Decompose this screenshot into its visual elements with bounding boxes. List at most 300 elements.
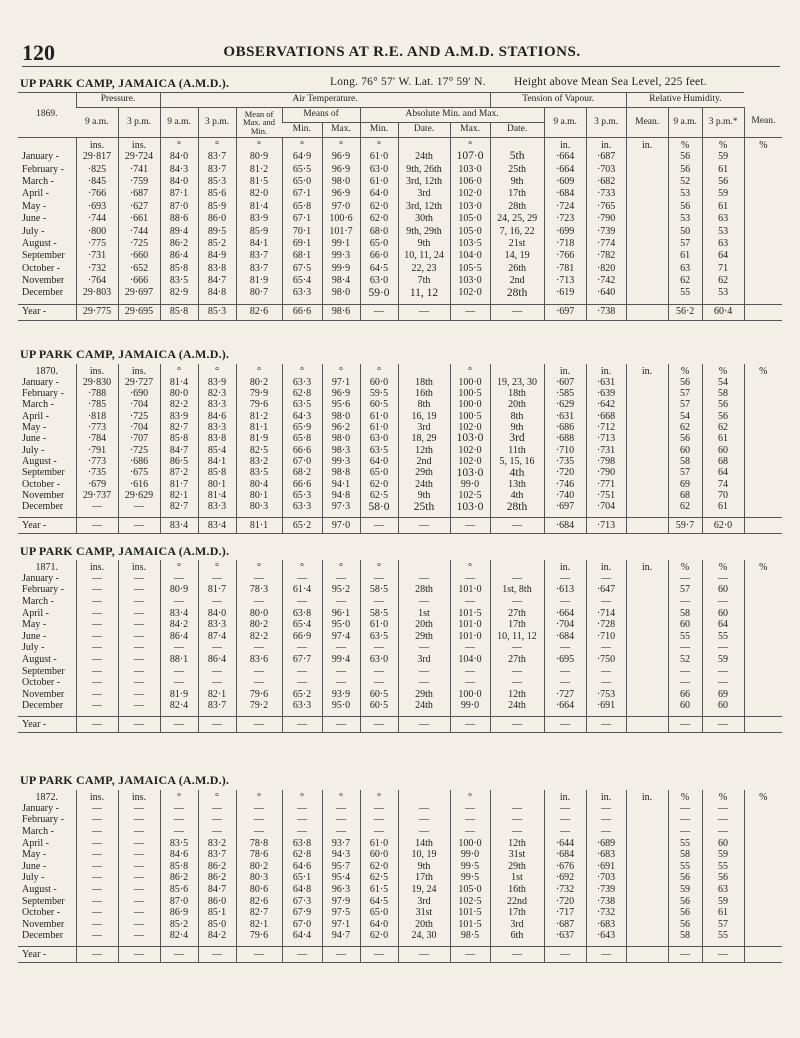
- year-label: Year -: [18, 947, 76, 963]
- unit-label: °: [360, 560, 398, 573]
- cell-value: [626, 176, 668, 188]
- cell-value: 62: [668, 422, 702, 433]
- cell-value: 62·8: [282, 388, 322, 399]
- cell-value: [744, 873, 782, 885]
- cell-value: 61·0: [360, 151, 398, 163]
- cell-value: 56: [702, 873, 744, 885]
- cell-value: 63·5: [360, 631, 398, 643]
- cell-value: [626, 468, 668, 480]
- station-location: Long. 76° 57′ W. Lat. 17° 59′ N.: [330, 76, 486, 88]
- year-value: —: [398, 717, 450, 733]
- cell-value: 66·6: [282, 445, 322, 456]
- table-row: [18, 666, 782, 678]
- cell-value: 19, 23, 30: [490, 377, 544, 388]
- cell-value: ·613: [544, 585, 586, 597]
- cell-value: 67·5: [282, 263, 322, 275]
- cell-value: 103·0: [450, 163, 490, 175]
- cell-value: 67·1: [282, 213, 322, 225]
- cell-value: 81·7: [160, 479, 198, 490]
- unit-label: [490, 790, 544, 803]
- year-value: [626, 518, 668, 534]
- month-label: September: [22, 467, 65, 479]
- cell-value: 68·0: [360, 225, 398, 237]
- month-label: June -: [22, 213, 47, 225]
- cell-value: 3rd: [398, 654, 450, 666]
- cell-value: 84·0: [198, 608, 236, 620]
- year-value: —: [450, 717, 490, 733]
- unit-label: in.: [544, 790, 586, 803]
- cell-value: 62·0: [360, 861, 398, 873]
- cell-value: ·720: [544, 468, 586, 480]
- cell-value: [626, 643, 668, 655]
- month-label: December: [22, 501, 64, 513]
- cell-value: ·686: [118, 456, 160, 467]
- year-value: [626, 717, 668, 733]
- cell-value: 53: [668, 213, 702, 225]
- cell-value: 60·5: [360, 689, 398, 701]
- cell-value: —: [236, 677, 282, 689]
- cell-value: 12th: [398, 445, 450, 456]
- cell-value: 11th: [490, 445, 544, 456]
- cell-value: ·735: [544, 456, 586, 467]
- unit-label: °: [322, 790, 360, 803]
- cell-value: —: [282, 573, 322, 585]
- cell-value: —: [118, 838, 160, 850]
- cell-value: 8th: [398, 400, 450, 411]
- cell-value: 98·0: [322, 411, 360, 422]
- cell-value: —: [198, 815, 236, 827]
- cell-value: ·732: [586, 907, 626, 919]
- table-row: [18, 490, 782, 501]
- cell-value: 69: [668, 479, 702, 490]
- cell-value: 24th: [398, 151, 450, 163]
- cell-value: 78·3: [236, 585, 282, 597]
- cell-value: ·825: [76, 163, 118, 175]
- cell-value: 57: [702, 919, 744, 931]
- year-value: —: [198, 717, 236, 733]
- cell-value: 18, 29: [398, 433, 450, 445]
- cell-value: ·798: [586, 456, 626, 467]
- cell-value: 68: [702, 456, 744, 467]
- cell-value: 5, 15, 16: [490, 456, 544, 467]
- cell-value: 63·5: [360, 445, 398, 456]
- cell-value: 78·6: [236, 849, 282, 861]
- cell-value: ·733: [586, 188, 626, 200]
- year-label: 1872.: [35, 792, 58, 803]
- table-row: [18, 238, 782, 250]
- cell-value: —: [118, 849, 160, 861]
- cell-value: 56: [702, 176, 744, 188]
- cell-value: ·707: [118, 433, 160, 445]
- unit-label: ins.: [118, 560, 160, 573]
- cell-value: 85·2: [160, 919, 198, 931]
- cell-value: [744, 608, 782, 620]
- cell-value: 86·4: [198, 654, 236, 666]
- cell-value: —: [118, 919, 160, 931]
- cell-value: [744, 931, 782, 943]
- table-row: [18, 263, 782, 275]
- cell-value: —: [450, 666, 490, 678]
- cell-value: 25th: [490, 163, 544, 175]
- month-label: February -: [22, 584, 64, 596]
- cell-value: —: [160, 666, 198, 678]
- cell-value: 83·3: [198, 422, 236, 433]
- cell-value: 68·1: [282, 250, 322, 262]
- cell-value: ·652: [118, 263, 160, 275]
- cell-value: —: [118, 873, 160, 885]
- unit-label: ins.: [118, 790, 160, 803]
- month-label: April -: [22, 188, 49, 200]
- cell-value: —: [668, 573, 702, 585]
- unit-label: in.: [626, 138, 668, 152]
- cell-value: 60: [702, 445, 744, 456]
- cell-value: 58: [668, 608, 702, 620]
- cell-value: ·640: [586, 287, 626, 299]
- cell-value: 59·0: [360, 287, 398, 299]
- sub-min-header: Min.: [360, 122, 398, 137]
- table-row: [18, 225, 782, 237]
- cell-value: 102·0: [450, 422, 490, 433]
- cell-value: [626, 238, 668, 250]
- table-row: [18, 884, 782, 896]
- cell-value: 58·0: [360, 502, 398, 514]
- month-label: February -: [22, 163, 64, 175]
- cell-value: 82·5: [236, 445, 282, 456]
- cell-value: 59: [702, 151, 744, 163]
- cell-value: ·782: [586, 250, 626, 262]
- year-value: —: [118, 717, 160, 733]
- cell-value: [626, 201, 668, 213]
- cell-value: 29th: [490, 861, 544, 873]
- cell-value: 57: [668, 585, 702, 597]
- cell-value: 66·0: [360, 250, 398, 262]
- cell-value: —: [490, 643, 544, 655]
- cell-value: ·771: [586, 479, 626, 490]
- year-value: —: [490, 304, 544, 320]
- cell-value: 81·4: [236, 201, 282, 213]
- unit-label: in.: [586, 364, 626, 377]
- cell-value: 86·2: [198, 873, 236, 885]
- cell-value: ·759: [118, 176, 160, 188]
- temp-3pm-header: 3 p.m.: [198, 107, 236, 138]
- cell-value: 62: [702, 422, 744, 433]
- cell-value: 2nd: [398, 456, 450, 467]
- year-value: —: [702, 717, 744, 733]
- cell-value: 86·2: [160, 238, 198, 250]
- cell-value: ·725: [118, 445, 160, 456]
- year-value: [744, 717, 782, 733]
- cell-value: 25th: [398, 502, 450, 514]
- cell-value: 56: [668, 919, 702, 931]
- cell-value: 10, 11, 12: [490, 631, 544, 643]
- year-value: —: [360, 518, 398, 534]
- year-value: 29·695: [118, 304, 160, 320]
- cell-value: 80·3: [236, 873, 282, 885]
- cell-value: 88·6: [160, 213, 198, 225]
- cell-value: —: [236, 803, 282, 815]
- cell-value: [744, 176, 782, 188]
- cell-value: 61·0: [360, 619, 398, 631]
- cell-value: 61: [702, 502, 744, 514]
- cell-value: [626, 689, 668, 701]
- year-value: —: [282, 717, 322, 733]
- cell-value: 89·4: [160, 225, 198, 237]
- unit-label: °: [450, 560, 490, 573]
- table-row: [18, 631, 782, 643]
- year-value: 59·7: [668, 518, 702, 534]
- month-label: December: [22, 700, 64, 712]
- cell-value: 83·8: [198, 263, 236, 275]
- year-value: [744, 518, 782, 534]
- table-row: [18, 803, 782, 815]
- cell-value: ·766: [76, 188, 118, 200]
- humidity-3pm-header: 3 p.m.*: [702, 107, 744, 138]
- cell-value: 101·0: [450, 585, 490, 597]
- cell-value: [744, 585, 782, 597]
- cell-value: —: [76, 826, 118, 838]
- cell-value: 101·0: [450, 631, 490, 643]
- year-value: [626, 304, 668, 320]
- cell-value: —: [544, 666, 586, 678]
- cell-value: [744, 643, 782, 655]
- cell-value: —: [398, 666, 450, 678]
- pressure-9am-header: 9 a.m.: [76, 107, 118, 138]
- cell-value: 20th: [398, 919, 450, 931]
- year-value: —: [490, 947, 544, 963]
- cell-value: —: [198, 677, 236, 689]
- cell-value: ·695: [544, 654, 586, 666]
- cell-value: 84·7: [198, 275, 236, 287]
- cell-value: —: [282, 666, 322, 678]
- cell-value: —: [668, 596, 702, 608]
- cell-value: 98·5: [450, 931, 490, 943]
- unit-label: %: [744, 790, 782, 803]
- cell-value: ·642: [586, 400, 626, 411]
- cell-value: —: [702, 573, 744, 585]
- month-label: March -: [22, 175, 54, 187]
- cell-value: ·744: [76, 213, 118, 225]
- cell-value: 63: [668, 263, 702, 275]
- cell-value: ·753: [586, 689, 626, 701]
- year-value: 85·3: [198, 304, 236, 320]
- cell-value: 63·8: [282, 838, 322, 850]
- cell-value: [744, 263, 782, 275]
- unit-label: °: [198, 560, 236, 573]
- cell-value: —: [198, 803, 236, 815]
- month-label: September: [22, 250, 65, 262]
- month-label: November: [22, 918, 65, 930]
- cell-value: 55: [702, 931, 744, 943]
- cell-value: 56: [668, 873, 702, 885]
- cell-value: 97·9: [322, 896, 360, 908]
- cell-value: [626, 907, 668, 919]
- year-value: 65·2: [282, 518, 322, 534]
- cell-value: —: [76, 884, 118, 896]
- cell-value: —: [76, 596, 118, 608]
- pressure-3pm-header: 3 p.m.: [118, 107, 160, 138]
- cell-value: —: [544, 573, 586, 585]
- table-row: [18, 250, 782, 262]
- cell-value: 96·9: [322, 151, 360, 163]
- cell-value: 82·9: [160, 287, 198, 299]
- cell-value: 83·7: [198, 163, 236, 175]
- cell-value: —: [76, 931, 118, 943]
- cell-value: —: [160, 573, 198, 585]
- cell-value: ·713: [544, 275, 586, 287]
- cell-value: 82·2: [236, 631, 282, 643]
- cell-value: 84·8: [198, 287, 236, 299]
- cell-value: 22, 23: [398, 263, 450, 275]
- cell-value: 59: [668, 884, 702, 896]
- cell-value: —: [702, 815, 744, 827]
- cell-value: 16th: [398, 388, 450, 399]
- cell-value: 80·2: [236, 377, 282, 388]
- cell-value: —: [76, 654, 118, 666]
- cell-value: 97·3: [322, 502, 360, 514]
- cell-value: 86·2: [160, 873, 198, 885]
- cell-value: 1st: [490, 873, 544, 885]
- year-value: 29·775: [76, 304, 118, 320]
- cell-value: [744, 826, 782, 838]
- cell-value: —: [236, 596, 282, 608]
- cell-value: [744, 151, 782, 163]
- month-label: May -: [22, 849, 47, 861]
- cell-value: 55: [702, 861, 744, 873]
- unit-label: °: [198, 138, 236, 152]
- cell-value: 83·7: [236, 263, 282, 275]
- cell-value: 56: [702, 400, 744, 411]
- cell-value: 65·2: [282, 689, 322, 701]
- cell-value: 6th: [490, 931, 544, 943]
- cell-value: —: [118, 608, 160, 620]
- cell-value: —: [360, 666, 398, 678]
- month-label: January -: [22, 377, 59, 388]
- month-label: September: [22, 895, 65, 907]
- cell-value: ·765: [586, 201, 626, 213]
- tension-3pm-header: 3 p.m.: [586, 107, 626, 138]
- cell-value: 64·0: [360, 919, 398, 931]
- cell-value: 54: [668, 411, 702, 422]
- cell-value: —: [398, 643, 450, 655]
- cell-value: [626, 377, 668, 388]
- cell-value: ·784: [76, 433, 118, 445]
- cell-value: 96·9: [322, 388, 360, 399]
- cell-value: 84·1: [236, 238, 282, 250]
- cell-value: 81·9: [236, 433, 282, 445]
- cell-value: 85·2: [198, 238, 236, 250]
- cell-value: —: [160, 677, 198, 689]
- unit-label: [398, 364, 450, 377]
- cell-value: [744, 596, 782, 608]
- cell-value: 81·9: [160, 689, 198, 701]
- cell-value: 67·3: [282, 896, 322, 908]
- cell-value: —: [490, 573, 544, 585]
- month-label: February -: [22, 388, 64, 399]
- unit-label: °: [236, 364, 282, 377]
- cell-value: 59: [702, 188, 744, 200]
- table-row: [18, 815, 782, 827]
- cell-value: 24, 25, 29: [490, 213, 544, 225]
- cell-value: —: [76, 689, 118, 701]
- cell-value: 3rd: [398, 896, 450, 908]
- temp-9am-header: 9 a.m.: [160, 107, 198, 138]
- cell-value: 3rd, 12th: [398, 176, 450, 188]
- cell-value: 58: [702, 388, 744, 399]
- month-label: August -: [22, 884, 57, 895]
- cell-value: —: [586, 643, 626, 655]
- cell-value: —: [160, 643, 198, 655]
- cell-value: 84·9: [198, 250, 236, 262]
- year-value: —: [450, 304, 490, 320]
- cell-value: ·717: [544, 907, 586, 919]
- cell-value: —: [398, 803, 450, 815]
- cell-value: [626, 838, 668, 850]
- table-row: [18, 873, 782, 885]
- cell-value: —: [586, 666, 626, 678]
- cell-value: 83·9: [160, 411, 198, 422]
- cell-value: 103·5: [450, 238, 490, 250]
- tension-mean-header: Mean.: [626, 107, 668, 138]
- cell-value: 80·0: [236, 608, 282, 620]
- unit-label: ins.: [76, 138, 118, 152]
- cell-value: ·699: [544, 225, 586, 237]
- cell-value: ·732: [76, 263, 118, 275]
- cell-value: 28th: [490, 502, 544, 514]
- month-label: December: [22, 287, 64, 299]
- cell-value: [744, 250, 782, 262]
- cell-value: 98·0: [322, 433, 360, 445]
- cell-value: 96·3: [322, 884, 360, 896]
- cell-value: 100·6: [322, 213, 360, 225]
- cell-value: ·774: [586, 238, 626, 250]
- unit-label: °: [236, 790, 282, 803]
- unit-label: [490, 138, 544, 152]
- year-value: —: [236, 947, 282, 963]
- air-temp-header: Air Temperature.: [160, 93, 490, 108]
- cell-value: [626, 815, 668, 827]
- cell-value: [626, 411, 668, 422]
- cell-value: 65·3: [282, 490, 322, 501]
- year-value: [626, 947, 668, 963]
- cell-value: 104·0: [450, 250, 490, 262]
- cell-value: 53: [702, 287, 744, 299]
- month-label: January -: [22, 151, 59, 163]
- cell-value: [744, 619, 782, 631]
- cell-value: —: [322, 666, 360, 678]
- unit-label: °: [360, 790, 398, 803]
- month-label: April -: [22, 607, 49, 619]
- cell-value: [626, 163, 668, 175]
- cell-value: 29·697: [118, 287, 160, 299]
- unit-label: %: [702, 790, 744, 803]
- year-value: 62·0: [702, 518, 744, 534]
- cell-value: 85·9: [236, 225, 282, 237]
- cell-value: —: [76, 643, 118, 655]
- cell-value: 11, 12: [398, 287, 450, 299]
- cell-value: 101·0: [450, 619, 490, 631]
- year-value: —: [160, 947, 198, 963]
- sub-date-header: Date.: [398, 122, 450, 137]
- unit-label: in.: [586, 138, 626, 152]
- year-value: —: [450, 518, 490, 534]
- year-value: —: [118, 518, 160, 534]
- cell-value: [744, 861, 782, 873]
- cell-value: —: [322, 803, 360, 815]
- cell-value: 87·4: [198, 631, 236, 643]
- cell-value: —: [160, 596, 198, 608]
- cell-value: [744, 896, 782, 908]
- cell-value: 94·3: [322, 849, 360, 861]
